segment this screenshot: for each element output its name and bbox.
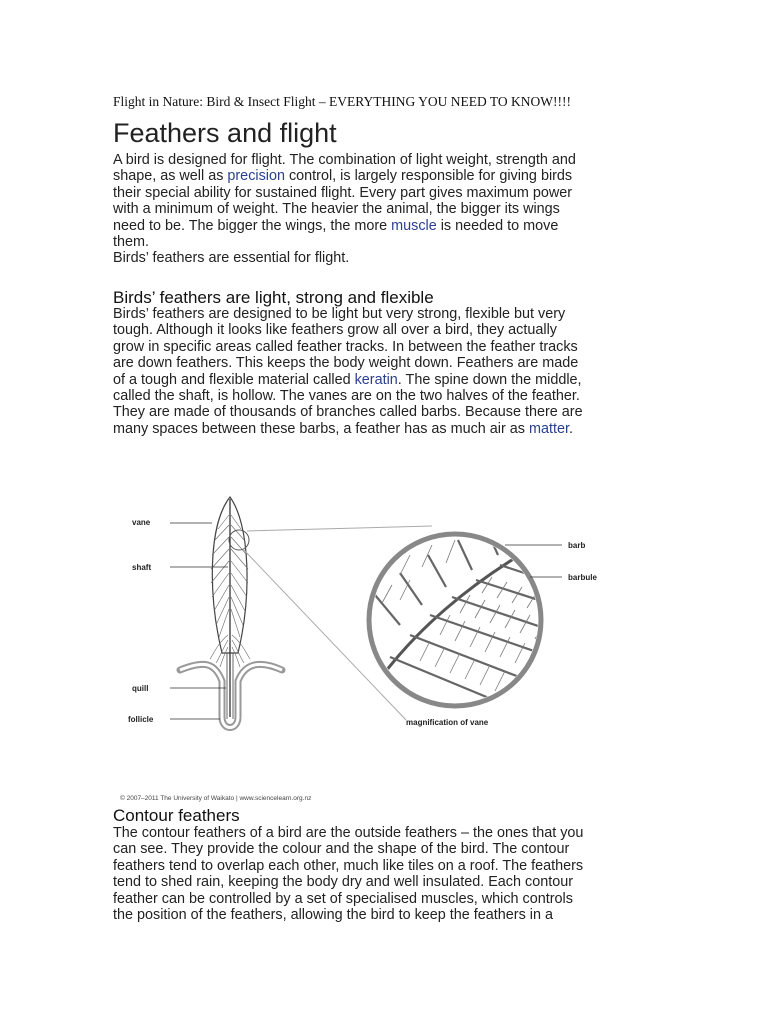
text-line (113, 201, 658, 217)
paragraph-contour-feathers (113, 825, 658, 923)
text-line (113, 825, 658, 841)
heading-contour-feathers: Contour feathers (113, 806, 240, 825)
text-line (113, 372, 658, 388)
text-line (113, 421, 658, 437)
text-line (113, 152, 658, 168)
text-line (113, 218, 658, 234)
text-line (113, 355, 658, 371)
label-shaft: shaft (132, 563, 152, 572)
text-segment: with a minimum of weight. The heavier the animal, the bigger its wings (113, 201, 560, 218)
heading-feathers-and-flight: Feathers and flight (113, 118, 337, 148)
text-segment: is needed to move (436, 217, 559, 234)
label-magnification-of-vane: magnification of vane (406, 718, 489, 727)
text-segment: Birds’ feathers are essential for flight. (113, 250, 350, 267)
text-segment: can see. They provide the colour and the shape of the bird. The contour (113, 841, 570, 858)
text-line (113, 185, 658, 201)
label-quill: quill (132, 684, 149, 693)
label-barb: barb (568, 541, 586, 550)
text-segment: them. (113, 234, 149, 251)
text-segment: the position of the feathers, allowing the bird to keep the feathers in a (113, 907, 553, 924)
text-line (113, 841, 658, 857)
text-line (113, 168, 658, 184)
text-segment: . The spine down the middle, (397, 371, 582, 388)
text-segment: need to be. The bigger the wings, the more (113, 217, 392, 234)
text-segment: called the shaft, is hollow. The vanes are on the two halves of the feather. (113, 388, 580, 405)
glossary-link[interactable]: muscle (391, 217, 437, 234)
label-follicle: follicle (128, 715, 154, 724)
text-line (113, 339, 658, 355)
glossary-link[interactable]: precision (227, 168, 285, 185)
feather-diagram (110, 485, 650, 805)
text-segment: A bird is designed for flight. The combination of light weight, strength and (113, 152, 576, 168)
text-segment: tough. Although it looks like feathers grow all over a bird, they actually (113, 322, 557, 339)
text-segment: shape, as well as (113, 168, 228, 185)
text-line (113, 250, 658, 266)
text-segment: grow in specific areas called feather tracks. In between the feather tracks (113, 338, 578, 355)
text-segment: feather can be controlled by a set of specialised muscles, which controls (113, 890, 573, 907)
text-segment: They are made of thousands of branches called barbs. Because there are (113, 404, 583, 421)
text-line (113, 404, 658, 420)
text-segment: feathers tend to overlap each other, much like tiles on a roof. The feathers (113, 857, 584, 874)
text-segment: control, is largely responsible for giving birds (284, 168, 573, 185)
glossary-link[interactable]: keratin (354, 371, 398, 388)
text-line (113, 388, 658, 404)
text-line (113, 891, 658, 907)
text-segment: . (568, 420, 573, 437)
label-vane: vane (132, 518, 151, 527)
glossary-link[interactable]: matter (528, 420, 569, 437)
skin-outline (180, 664, 282, 727)
text-segment: are down feathers. This keeps the body weight down. Feathers are made (113, 355, 579, 372)
text-segment: their special ability for sustained flight. Every part gives maximum power (113, 184, 573, 201)
text-line (113, 874, 658, 890)
text-segment: of a tough and flexible material called (113, 371, 355, 388)
figure-credit: © 2007–2011 The University of Waikato | www.sciencelearn.org.nz (120, 795, 312, 802)
text-line (113, 306, 658, 322)
text-line (113, 234, 658, 250)
text-segment: tend to shed rain, keeping the body dry and well insulated. Each contour (113, 874, 574, 891)
heading-light-strong-flexible: Birds’ feathers are light, strong and flexible (113, 288, 434, 307)
paragraph-light-strong-flexible (113, 306, 658, 437)
text-segment: The contour feathers of a bird are the outside feathers – the ones that you (113, 825, 584, 841)
text-line (113, 322, 658, 338)
paragraph-feathers-and-flight (113, 152, 658, 267)
text-segment: many spaces between these barbs, a feather has as much air as (113, 420, 529, 437)
text-line (113, 907, 658, 923)
text-line (113, 858, 658, 874)
text-segment: Birds’ feathers are designed to be light but very strong, flexible but very (113, 306, 566, 322)
label-barbule: barbule (568, 573, 597, 582)
document-header: Flight in Nature: Bird & Insect Flight – EVERYTHING YOU NEED TO KNOW!!!! (113, 94, 571, 109)
